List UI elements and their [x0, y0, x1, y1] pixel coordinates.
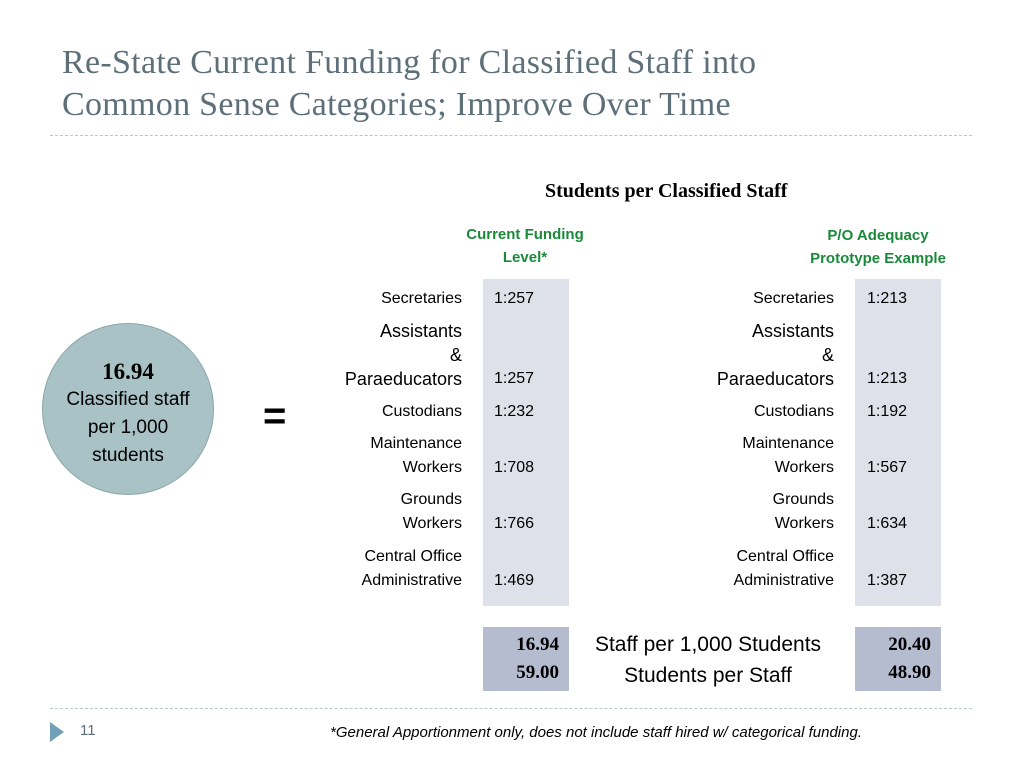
- staff-per-1000-circle: [42, 323, 214, 495]
- po-value-assistants: 1:213: [867, 370, 908, 387]
- left-row-label-grounds: [401, 488, 462, 536]
- row-label-line: Custodians: [753, 403, 834, 420]
- current-header-line-2: Level*: [502, 249, 548, 266]
- current-value-central-office: 1:469: [494, 572, 535, 589]
- row-label-line: &: [821, 345, 834, 365]
- po-staff-per-1000: 20.40: [888, 634, 931, 655]
- row-label-line: Administrative: [733, 572, 834, 589]
- row-label-line: Paraeducators: [716, 369, 834, 389]
- row-label-line: &: [449, 345, 462, 365]
- current-values-band: [483, 279, 569, 606]
- current-value-custodians: 1:232: [494, 403, 535, 420]
- row-label-line: Workers: [774, 459, 834, 476]
- summary-labels: [575, 629, 841, 691]
- right-row-label-secretaries: [753, 287, 834, 311]
- top-divider: [50, 135, 972, 136]
- po-header-line-1: P/O Adequacy: [827, 227, 929, 244]
- po-value-maintenance: 1:567: [867, 459, 908, 476]
- row-label-line: Assistants: [379, 321, 462, 341]
- left-row-label-assistants: [345, 319, 462, 391]
- row-label-line: Workers: [402, 459, 462, 476]
- equals-sign: =: [263, 394, 287, 438]
- left-row-label-secretaries: [381, 287, 462, 311]
- right-row-label-central-office: [734, 545, 834, 593]
- current-funding-header: [440, 223, 610, 269]
- row-label-line: Central Office: [736, 548, 834, 565]
- right-row-label-maintenance: [742, 432, 834, 480]
- table-heading: Students per Classified Staff: [545, 180, 788, 202]
- left-row-label-maintenance: [370, 432, 462, 480]
- right-row-label-assistants: [717, 319, 834, 391]
- current-value-grounds: 1:766: [494, 515, 535, 532]
- po-adequacy-header: [788, 224, 968, 270]
- current-summary-box: [483, 627, 569, 691]
- bottom-divider: [50, 708, 972, 709]
- current-staff-per-1000: 16.94: [516, 634, 559, 655]
- current-value-maintenance: 1:708: [494, 459, 535, 476]
- right-row-label-grounds: [773, 488, 834, 536]
- row-label-line: Maintenance: [370, 435, 462, 452]
- slide-title: [62, 42, 982, 126]
- row-label-line: Grounds: [772, 491, 834, 508]
- row-label-line: Custodians: [381, 403, 462, 420]
- page-number: 11: [80, 722, 96, 739]
- current-students-per-staff: 59.00: [516, 662, 559, 683]
- po-value-central-office: 1:387: [867, 572, 908, 589]
- row-label-line: Workers: [402, 515, 462, 532]
- right-row-label-custodians: [754, 400, 834, 424]
- row-label-line: Assistants: [751, 321, 834, 341]
- title-line-2: Common Sense Categories; Improve Over Time: [62, 86, 731, 123]
- row-label-line: Grounds: [400, 491, 462, 508]
- row-label-line: Secretaries: [381, 290, 462, 307]
- po-value-grounds: 1:634: [867, 515, 908, 532]
- circle-line-2: per 1,000: [87, 417, 169, 438]
- po-value-secretaries: 1:213: [867, 290, 908, 307]
- summary-label-students-per-staff: Students per Staff: [624, 664, 792, 687]
- circle-line-3: students: [92, 445, 164, 466]
- row-label-line: Secretaries: [753, 290, 834, 307]
- po-values-band: [855, 279, 941, 606]
- row-label-line: Maintenance: [742, 435, 834, 452]
- row-label-line: Administrative: [361, 572, 462, 589]
- triangle-arrow-icon: [50, 722, 64, 742]
- po-summary-box: [855, 627, 941, 691]
- current-header-line-1: Current Funding: [466, 226, 584, 243]
- po-header-line-2: Prototype Example: [810, 250, 946, 267]
- summary-label-staff-per-1000: Staff per 1,000 Students: [594, 633, 822, 656]
- current-value-assistants: 1:257: [494, 370, 535, 387]
- footnote: *General Apportionment only, does not include staff hired w/ categorical funding.: [330, 724, 862, 741]
- circle-value: 16.94: [102, 359, 154, 384]
- row-label-line: Workers: [774, 515, 834, 532]
- po-students-per-staff: 48.90: [888, 662, 931, 683]
- row-label-line: Central Office: [364, 548, 462, 565]
- current-value-secretaries: 1:257: [494, 290, 535, 307]
- row-label-line: Paraeducators: [344, 369, 462, 389]
- circle-line-1: Classified staff: [66, 389, 190, 410]
- po-value-custodians: 1:192: [867, 403, 908, 420]
- left-row-label-central-office: [362, 545, 462, 593]
- left-row-label-custodians: [382, 400, 462, 424]
- title-line-1: Re-State Current Funding for Classified Staff into: [62, 44, 757, 81]
